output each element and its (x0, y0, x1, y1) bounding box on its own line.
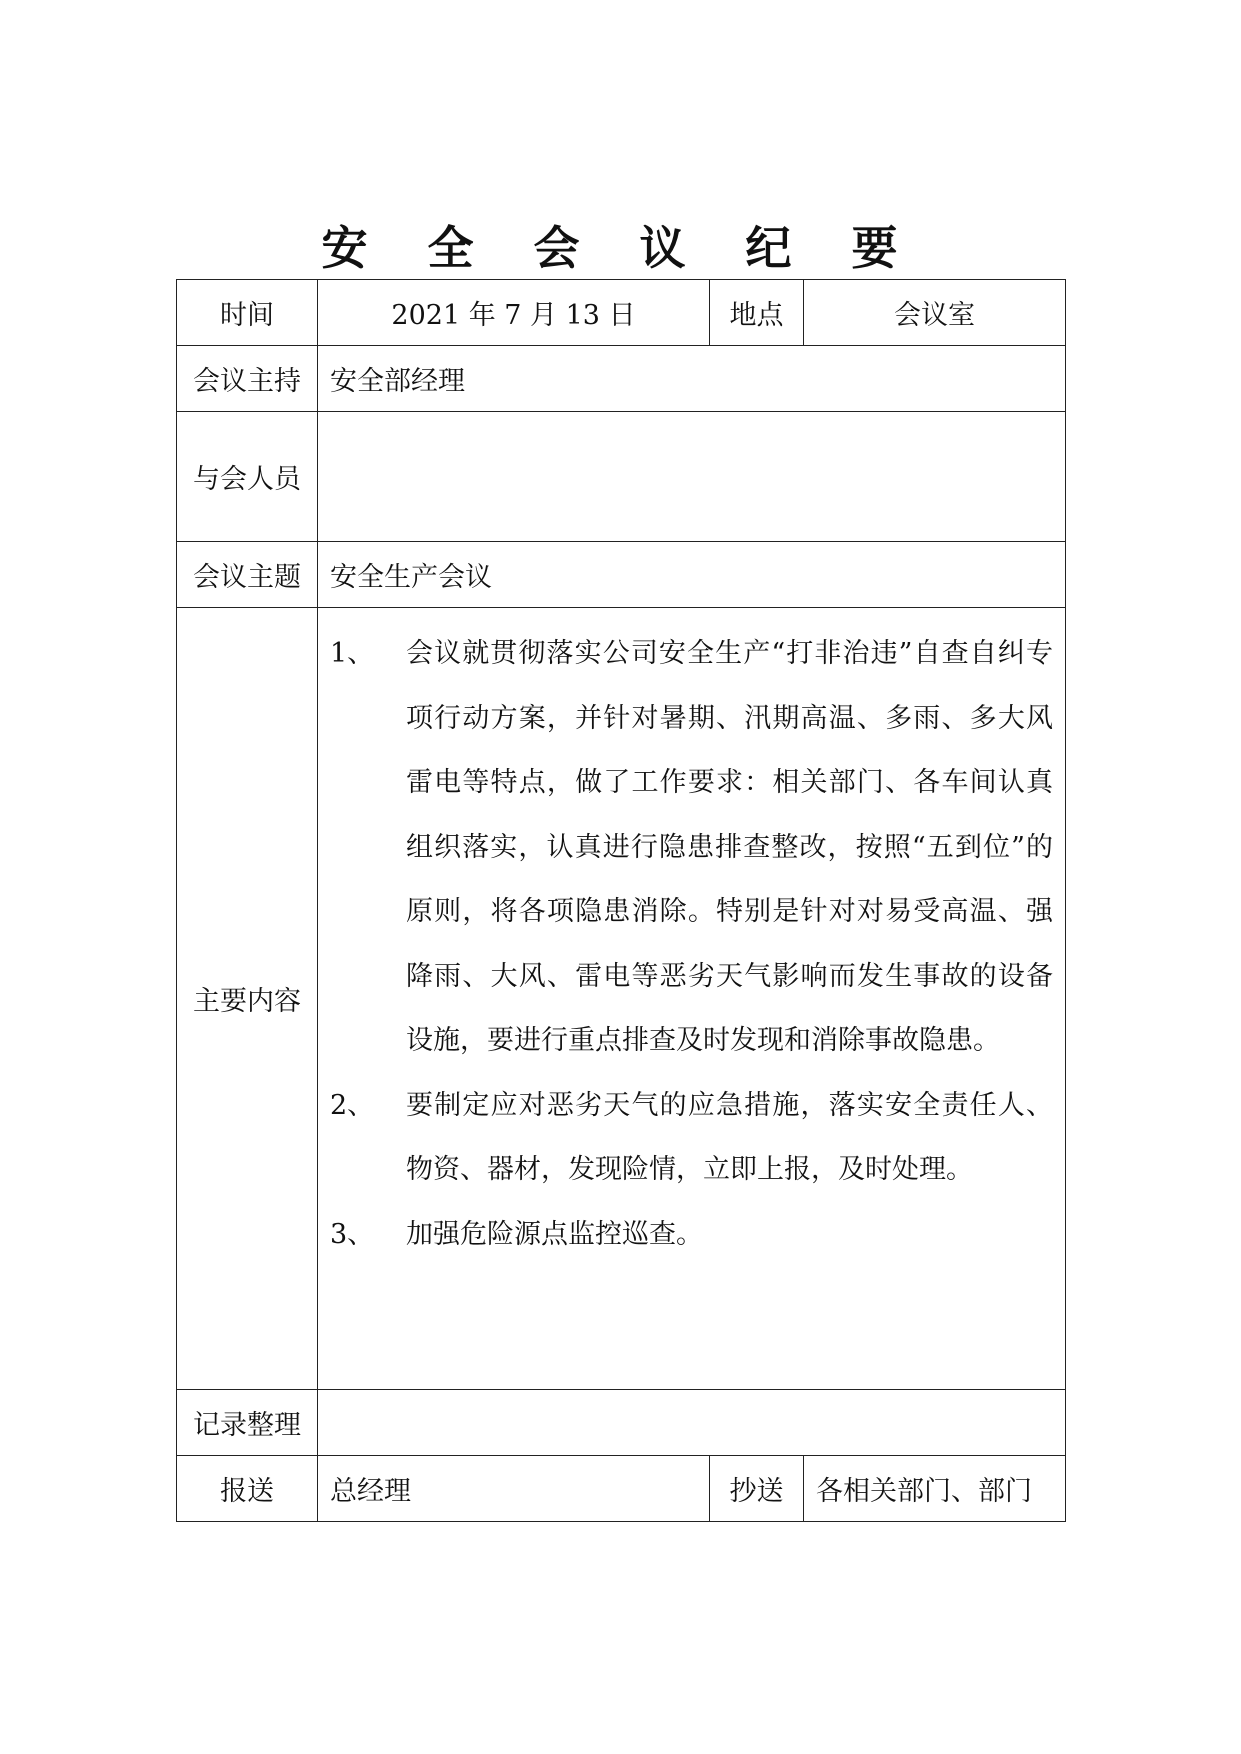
topic-row (177, 542, 1066, 608)
time-value: 2021 年 7 月 13 日 (318, 280, 710, 346)
attendees-row (177, 412, 1066, 542)
time-label: 时间 (177, 280, 318, 346)
cc-value: 各相关部门、部门 (804, 1456, 1066, 1522)
item-text: 会议就贯彻落实公司安全生产“打非治违”自查自纠专项行动方案，并针对暑期、汛期高温、多雨、多大风雷电等特点，做了工作要求：相关部门、各车间认真组织落实，认真进行隐患排查整改，按照“五到位”的原则，将各项隐患消除。特别是针对对易受高温、强降雨、大风、雷电等恶劣天气影响而发生事故的设备设施，要进行重点排查及时发现和消除事故隐患。 (406, 638, 1053, 1056)
host-label: 会议主持 (177, 346, 318, 412)
time-row (177, 280, 1066, 346)
topic-label: 会议主题 (177, 542, 318, 608)
host-value: 安全部经理 (318, 346, 1066, 412)
content-item (330, 1074, 1053, 1203)
attendees-value (318, 412, 1066, 542)
location-label: 地点 (710, 280, 804, 346)
distribution-row (177, 1456, 1066, 1522)
report-to-value: 总经理 (318, 1456, 710, 1522)
document-title: 安 全 会 议 纪 要 (321, 221, 920, 275)
item-number: 3、 (330, 1218, 375, 1250)
content-item (330, 622, 1053, 1074)
topic-value: 安全生产会议 (318, 542, 1066, 608)
item-text: 加强危险源点监控巡查。 (406, 1218, 703, 1250)
item-text: 要制定应对恶劣天气的应急措施，落实安全责任人、物资、器材，发现险情，立即上报，及时处理。 (406, 1089, 1053, 1185)
recorder-label: 记录整理 (177, 1390, 318, 1456)
item-number: 1、 (330, 638, 375, 669)
minutes-table (176, 279, 1066, 1522)
content-label: 主要内容 (177, 608, 318, 1390)
host-row (177, 346, 1066, 412)
content-item (330, 1203, 1053, 1268)
content-body (318, 608, 1066, 1390)
item-number: 2、 (330, 1089, 375, 1121)
attendees-label: 与会人员 (177, 412, 318, 542)
location-value: 会议室 (804, 280, 1066, 346)
cc-label: 抄送 (710, 1456, 804, 1522)
recorder-value (318, 1390, 1066, 1456)
recorder-row (177, 1390, 1066, 1456)
report-to-label: 报送 (177, 1456, 318, 1522)
content-row (177, 608, 1066, 1390)
